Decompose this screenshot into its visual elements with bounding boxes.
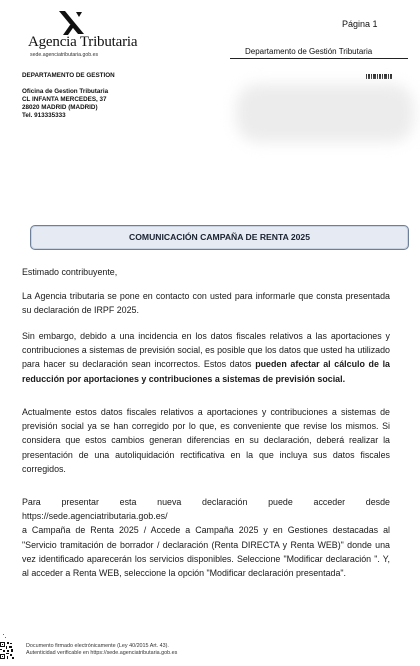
page-number: Página 1 bbox=[342, 19, 378, 29]
logo-name: Agencia Tributaria bbox=[28, 34, 138, 50]
redacted-recipient-address bbox=[236, 84, 414, 142]
sender-city: 28020 MADRID (MADRID) bbox=[22, 104, 98, 111]
salutation: Estimado contribuyente, bbox=[22, 267, 118, 277]
sender-office: Oficina de Gestion Tributaria bbox=[22, 88, 109, 95]
paragraph-incident-text: Sin embargo, debido a una incidencia en los datos fiscales relativos a las aportaciones y contribuciones a sistemas de previsión social, es posible que los datos que usted ha utilizado para hacer su declaración sean incorrectos. Estos datos bbox=[22, 331, 390, 370]
sender-street: CL INFANTA MERCEDES, 37 bbox=[22, 96, 107, 103]
word: Para bbox=[22, 497, 41, 507]
paragraph-incident-bold: pueden afectar al cálculo de la reducción por aportaciones y contribuciones a sistemas de previsión social. bbox=[22, 359, 390, 384]
footer-signature-line: Documento firmado electrónicamente (Ley 40/2015 Art. 43). bbox=[26, 643, 169, 649]
qr-code-icon bbox=[0, 620, 14, 660]
agencia-tributaria-logo-icon bbox=[56, 10, 86, 36]
sede-url-link[interactable]: https://sede.agenciatributaria.gob.es/ bbox=[22, 511, 168, 522]
header-rule bbox=[230, 58, 408, 59]
word: acceder bbox=[313, 497, 346, 507]
word: declaración bbox=[202, 497, 248, 507]
paragraph-incident bbox=[22, 329, 390, 386]
footer-verification-line: Autenticidad verificable en https://sede.agenciatributaria.gob.es bbox=[26, 650, 178, 657]
sender-address bbox=[22, 72, 115, 120]
paragraph-intro: La Agencia tributaria se pone en contacto con usted para informarle que consta presentada su declaración de IRPF 2025. bbox=[22, 291, 390, 316]
title-banner bbox=[30, 225, 409, 250]
logo-url: sede.agenciatributaria.gob.es bbox=[30, 52, 99, 58]
sender-phone: Tel. 913335333 bbox=[22, 112, 66, 119]
barcode-icon bbox=[366, 74, 392, 79]
instructions-text: a Campaña de Renta 2025 / Accede a Campaña 2025 y en Gestiones destacadas al "Servicio tramitación de borrador / declaración (Renta DIRECTA y Renta WEB)" donde una vez identificado aparecerán los servicios disponibles. Seleccione "Modificar declaración ". Y, al acceder a Renta WEB, seleccione la opción "Modificar declaración presentada". bbox=[22, 525, 390, 579]
word: esta bbox=[119, 497, 137, 507]
word: nueva bbox=[157, 497, 182, 507]
paragraph-instructions bbox=[22, 495, 390, 580]
word: desde bbox=[365, 497, 390, 507]
document-title: COMUNICACIÓN CAMPAÑA DE RENTA 2025 bbox=[129, 232, 310, 242]
footer-signature-note bbox=[26, 643, 177, 657]
sender-department: DEPARTAMENTO DE GESTION bbox=[22, 72, 115, 79]
department-heading: Departamento de Gestión Tributaria bbox=[245, 47, 373, 56]
instructions-first-line bbox=[22, 495, 390, 509]
word: puede bbox=[268, 497, 293, 507]
paragraph-correction: Actualmente estos datos fiscales relativos a aportaciones y contribuciones a sistemas de previsión social ya se han corregido por lo que, es conveniente que revise los mismos. Si considera que estos cambios generan diferencias en su declaración, deberá realizar la presentación de una autoliquidación rectificativa en la que incluya sus datos fiscales corregidos. bbox=[22, 407, 390, 474]
word: presentar bbox=[61, 497, 99, 507]
